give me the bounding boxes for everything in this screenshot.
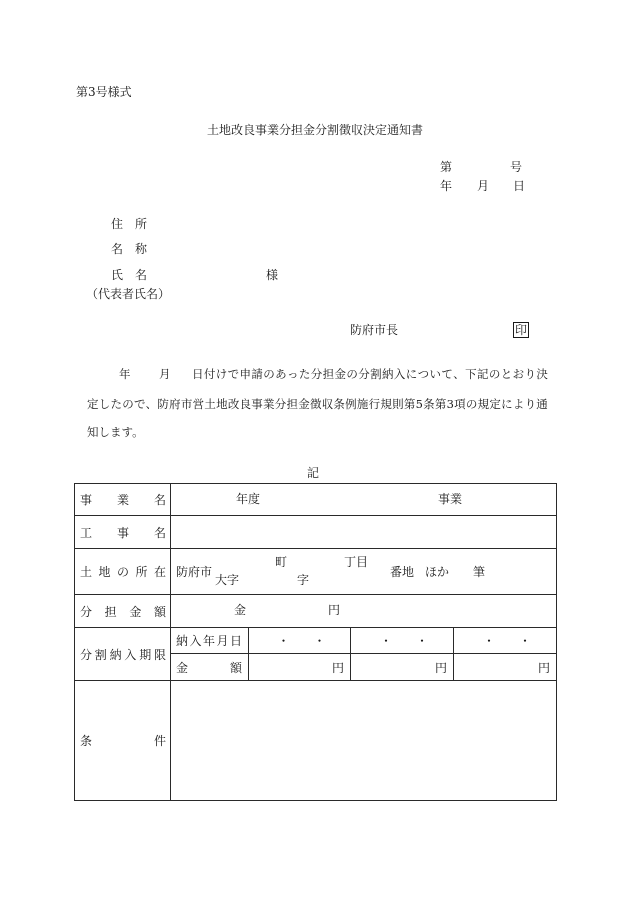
char: 業 <box>263 397 275 411</box>
location-parcels: 筆 <box>473 565 486 579</box>
char: ・ <box>313 634 326 648</box>
payment-date-label <box>176 632 242 649</box>
char: 5 <box>415 397 423 411</box>
char: 納 <box>382 367 394 381</box>
payment-amount-cell-1 <box>248 653 351 681</box>
char: 項 <box>454 397 466 411</box>
char: 金 <box>334 367 346 381</box>
char: 土 <box>80 565 93 579</box>
char: 事 <box>116 525 129 540</box>
amount-label-cell <box>74 594 171 628</box>
char <box>290 632 302 649</box>
char: 条 <box>423 397 435 411</box>
location-aza: 字 <box>297 573 310 587</box>
form-number: 第3号様式 <box>76 85 132 99</box>
char <box>507 632 519 649</box>
project-name-label <box>80 491 166 508</box>
char: の <box>122 397 134 411</box>
char: 定 <box>489 397 501 411</box>
char: 在 <box>153 565 166 579</box>
payment-amount-unit-3: 円 <box>537 660 550 675</box>
construction-name-label <box>80 524 166 541</box>
char: の <box>263 367 275 381</box>
char: 担 <box>322 367 335 381</box>
char: 金 <box>298 397 310 411</box>
payment-amount-cell-3 <box>453 653 557 681</box>
char: 地 <box>216 397 228 411</box>
char: 土 <box>204 397 216 411</box>
char: し <box>98 397 111 411</box>
payment-amount-label-cell <box>170 653 249 681</box>
char: 期 <box>139 647 152 662</box>
char: 良 <box>239 397 252 411</box>
installment-label-cell <box>74 627 171 681</box>
char: 行 <box>368 397 381 411</box>
char: ・ <box>483 634 496 648</box>
location-banchi: 番地 <box>390 565 415 579</box>
char: 金 <box>129 604 142 619</box>
installment-label <box>80 646 166 663</box>
char: い <box>429 367 441 381</box>
char: 府 <box>169 397 181 411</box>
doc-number-prefix: 第 <box>440 160 453 174</box>
organization-name-label: 名 称 <box>111 242 148 256</box>
payment-amount-label <box>176 659 242 676</box>
char: 分 <box>80 647 93 662</box>
char: 記 <box>477 367 489 381</box>
char: た <box>298 367 311 381</box>
char: で <box>133 397 146 411</box>
char: 定 <box>87 397 99 411</box>
char: 条 <box>80 734 93 748</box>
char: 申 <box>239 367 251 381</box>
issue-date-year: 年 <box>440 179 453 193</box>
char: ・ <box>416 634 429 648</box>
char: 分 <box>80 604 93 619</box>
location-value-cell <box>170 548 557 595</box>
amount-prefix: 金 <box>234 603 247 617</box>
body-line-2 <box>87 398 548 410</box>
char: て <box>441 367 453 381</box>
payment-date-cell-3 <box>453 627 557 654</box>
representative-label: （代表者氏名） <box>86 287 171 301</box>
amount-label <box>80 603 166 620</box>
amount-value-cell <box>170 594 557 628</box>
project-name-value-cell <box>170 483 557 516</box>
char: に <box>405 367 418 381</box>
location-label <box>80 563 166 580</box>
char: 付 <box>203 367 216 381</box>
char <box>302 632 314 649</box>
construction-name-label-cell <box>74 515 171 549</box>
body-month: 月 <box>159 367 171 381</box>
payment-date-2 <box>380 632 429 649</box>
char <box>392 632 404 649</box>
char: 額 <box>229 660 242 675</box>
char: り <box>524 367 536 381</box>
char: の <box>488 367 501 381</box>
char: お <box>512 367 525 381</box>
location-others: ほか <box>425 565 450 579</box>
char: よ <box>512 397 525 411</box>
char: 名 <box>153 493 166 507</box>
char: 地 <box>98 565 111 579</box>
issue-date-day: 日 <box>513 179 526 193</box>
char: ・ <box>519 634 532 648</box>
char: あ <box>275 367 287 381</box>
char: 割 <box>370 367 382 381</box>
address-label: 住 所 <box>111 217 148 231</box>
char: 条 <box>333 397 345 411</box>
char: 額 <box>153 604 166 619</box>
project-name-label-cell <box>74 483 171 516</box>
char: に <box>501 397 513 411</box>
char: つ <box>417 367 430 381</box>
char: り <box>524 397 537 411</box>
construction-name-value-cell <box>170 515 557 549</box>
char: 納 <box>176 634 189 648</box>
char: 改 <box>227 397 240 411</box>
char: 月 <box>216 634 229 648</box>
amount-suffix: 円 <box>328 603 341 617</box>
char: 入 <box>124 647 137 662</box>
project-year-unit: 年度 <box>236 492 261 506</box>
char: 、 <box>145 397 158 411</box>
char: 担 <box>286 397 298 411</box>
char: の <box>346 367 358 381</box>
project-unit: 事業 <box>438 492 463 506</box>
char: 事 <box>80 493 93 507</box>
char <box>495 632 507 649</box>
char: 分 <box>274 397 287 411</box>
issue-date-month: 月 <box>477 179 490 193</box>
person-name-label: 氏 名 <box>111 268 148 282</box>
char: 施 <box>356 397 369 411</box>
location-city: 防府市 <box>176 565 213 579</box>
char: 第 <box>434 397 447 411</box>
char: の <box>465 397 478 411</box>
char: 3 <box>446 397 454 411</box>
body-line-3: 知します。 <box>87 425 144 439</box>
char: 工 <box>80 525 93 540</box>
payment-date-1 <box>277 632 326 649</box>
location-town: 町 <box>275 555 288 569</box>
char: っ <box>287 367 299 381</box>
char: ・ <box>277 634 290 648</box>
char: 第 <box>403 397 416 411</box>
char: 分 <box>358 367 370 381</box>
char: 日 <box>192 367 204 381</box>
char: 例 <box>345 397 357 411</box>
location-oaza: 大字 <box>215 573 240 587</box>
char: の <box>116 565 129 579</box>
char: 請 <box>251 367 263 381</box>
char: 納 <box>109 647 122 662</box>
payment-amount-unit-1: 円 <box>331 660 344 675</box>
conditions-value-cell <box>170 680 557 801</box>
payment-date-3 <box>483 632 532 649</box>
char: 通 <box>536 397 548 411</box>
char: 割 <box>94 647 107 662</box>
honorific: 様 <box>266 268 279 282</box>
char <box>404 632 416 649</box>
char: 入 <box>393 367 406 381</box>
document-title: 土地改良事業分担金分割徴収決定通知書 <box>206 123 423 137</box>
payment-amount-cell-2 <box>350 653 454 681</box>
char: 入 <box>189 634 202 648</box>
char: 則 <box>392 397 404 411</box>
char: 規 <box>477 397 490 411</box>
char: 営 <box>192 397 205 411</box>
conditions-label <box>80 732 166 749</box>
body-line-1 <box>192 368 548 380</box>
char: 分 <box>310 367 323 381</box>
char: け <box>215 367 228 381</box>
seal-mark: 印 <box>514 323 527 337</box>
note-heading: 記 <box>307 466 320 480</box>
char: 限 <box>153 647 166 662</box>
location-label-cell <box>74 548 171 595</box>
payment-date-label-cell <box>170 627 249 654</box>
char: 所 <box>135 565 148 579</box>
char: 規 <box>380 397 392 411</box>
payment-date-cell-1 <box>248 627 351 654</box>
char: 日 <box>229 634 242 648</box>
conditions-label-cell <box>74 680 171 801</box>
char: で <box>227 367 240 381</box>
char: 収 <box>321 397 334 411</box>
char: 決 <box>536 367 548 381</box>
char: 担 <box>104 604 117 619</box>
sender-name: 防府市長 <box>350 323 399 337</box>
doc-number-suffix: 号 <box>510 160 523 174</box>
char: ・ <box>380 634 393 648</box>
payment-date-cell-2 <box>350 627 454 654</box>
char: 市 <box>180 397 193 411</box>
char: た <box>110 397 122 411</box>
char: 事 <box>251 397 263 411</box>
char: 年 <box>202 634 215 648</box>
char: 防 <box>157 397 169 411</box>
body-year: 年 <box>119 367 131 381</box>
char: 業 <box>116 493 129 507</box>
char: 、 <box>453 367 465 381</box>
char: 徴 <box>309 397 322 411</box>
char: 下 <box>465 367 477 381</box>
char: 件 <box>153 734 166 748</box>
location-chome: 丁目 <box>344 555 369 569</box>
payment-amount-unit-2: 円 <box>434 660 447 675</box>
char: 金 <box>176 660 189 675</box>
char: と <box>500 367 513 381</box>
char: 名 <box>153 525 166 540</box>
